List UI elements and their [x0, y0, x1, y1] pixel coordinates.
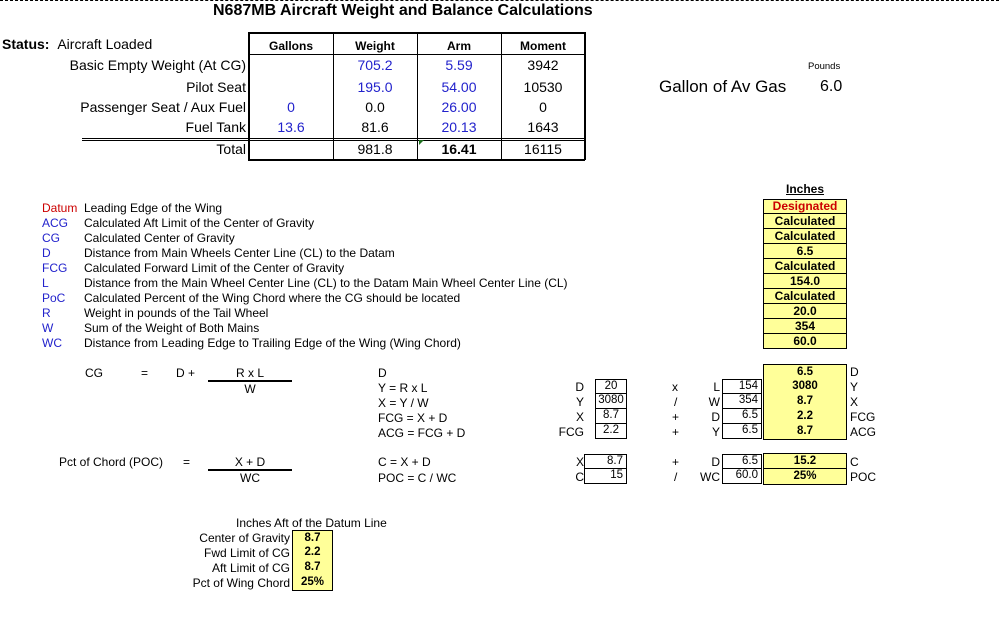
header-weight: Weight: [355, 39, 395, 53]
basic-empty-moment: 3942: [527, 57, 559, 73]
cg-op-0: x: [672, 380, 678, 394]
cg-line-3: FCG = X + D: [378, 411, 448, 425]
poc-var-name-x: X: [575, 455, 584, 469]
cg-result-label-y: Y: [850, 380, 859, 394]
cg-rvar-value-l: 154: [722, 379, 762, 394]
fuel-tank-weight: 81.6: [361, 119, 389, 135]
header-moment: Moment: [520, 39, 566, 53]
pilot-seat-moment: 10530: [523, 79, 563, 95]
status-label: Status:: [2, 36, 50, 52]
gas-weight-value[interactable]: 6.0: [820, 78, 843, 95]
cg-formula-d-plus: D +: [176, 366, 196, 380]
row-label-pilot-seat: Pilot Seat: [186, 79, 246, 95]
row-label-basic-empty: Basic Empty Weight (At CG): [69, 57, 246, 73]
status-row: [2, 36, 152, 52]
cg-rvar-value-y: 6.5: [722, 424, 762, 439]
sheet-top-border: [0, 0, 999, 1]
legend-desc-d: Distance from Main Wheels Center Line (CL) to the Datam: [84, 246, 395, 260]
cg-var-value-d: 20: [595, 379, 627, 394]
cg-result-label-d: D: [850, 365, 859, 379]
table-left-border: [248, 32, 250, 160]
cg-result-label-x: X: [850, 395, 859, 409]
legend-value-poc: Calculated: [763, 289, 847, 304]
poc-rvar-name-d: D: [711, 455, 720, 469]
poc-rvar-name-wc: WC: [700, 470, 720, 484]
cg-line-2: X = Y / W: [378, 396, 429, 410]
legend-value-d[interactable]: 6.5: [763, 244, 847, 259]
cg-result-d: 6.5: [763, 364, 847, 380]
cg-var-name-x: X: [575, 410, 584, 424]
cg-formula-numerator: R x L: [235, 366, 264, 380]
status-value[interactable]: Aircraft Loaded: [57, 36, 153, 52]
fuel-tank-gallons[interactable]: 13.6: [277, 119, 305, 135]
legend-key-fcg: FCG: [42, 261, 68, 275]
legend-value-cg: Calculated: [763, 229, 847, 244]
cg-rvar-name-y: Y: [711, 425, 720, 439]
legend-value-datum: Designated: [763, 199, 847, 214]
cg-line-0: D: [378, 366, 387, 380]
cg-var-name-fcg: FCG: [558, 425, 584, 439]
legend-desc-fcg: Calculated Forward Limit of the Center of Gravity: [84, 261, 345, 275]
header-arm: Arm: [446, 39, 471, 53]
cg-op-2: +: [672, 410, 680, 424]
cg-var-value-x: 8.7: [595, 409, 627, 424]
legend-value-r[interactable]: 20.0: [763, 304, 847, 319]
cg-formula-denominator: W: [244, 382, 256, 396]
summary-value-poc: 25%: [292, 575, 333, 591]
summary-label-cg: Center of Gravity: [199, 531, 290, 545]
cg-var-value-fcg: 2.2: [595, 424, 627, 439]
page-title: N687MB Aircraft Weight and Balance Calculations: [213, 2, 593, 19]
passenger-seat-arm[interactable]: 26.00: [441, 99, 477, 115]
cg-line-4: ACG = FCG + D: [378, 426, 466, 440]
legend-key-d: D: [42, 246, 51, 260]
legend-desc-cg: Calculated Center of Gravity: [84, 231, 235, 245]
total-weight: 981.8: [357, 141, 393, 157]
legend-desc-l: Distance from the Main Wheel Center Line (CL) to the Datam Main Wheel Center Line (CL): [84, 276, 568, 290]
fuel-tank-moment: 1643: [527, 119, 559, 135]
poc-result-label-c: C: [850, 455, 859, 469]
inches-header: Inches: [786, 182, 825, 196]
cg-var-value-y: 3080: [595, 394, 627, 409]
poc-formula-numerator: X + D: [234, 455, 266, 469]
legend-desc-poc: Calculated Percent of the Wing Chord where the CG should be located: [84, 291, 461, 305]
legend-value-wc[interactable]: 60.0: [763, 334, 847, 349]
summary-value-fwd: 2.2: [292, 545, 333, 561]
cg-result-acg: 8.7: [763, 424, 847, 440]
legend-key-w: W: [42, 321, 54, 335]
cg-formula-eq: =: [141, 366, 149, 380]
poc-formula-denominator: WC: [240, 471, 260, 485]
legend-value-l[interactable]: 154.0: [763, 274, 847, 289]
poc-var-value-x: 8.7: [584, 454, 627, 469]
passenger-seat-moment: 0: [539, 99, 547, 115]
summary-value-aft: 8.7: [292, 560, 333, 576]
cg-result-fcg: 2.2: [763, 409, 847, 425]
poc-op-1: /: [674, 470, 678, 484]
legend-value-w[interactable]: 354: [763, 319, 847, 334]
basic-empty-arm[interactable]: 5.59: [445, 57, 473, 73]
summary-value-cg: 8.7: [292, 530, 333, 546]
cg-rvar-name-w: W: [708, 395, 720, 409]
poc-rvar-value-wc: 60.0: [722, 469, 762, 484]
legend-key-wc: WC: [42, 336, 62, 350]
cg-line-1: Y = R x L: [378, 381, 428, 395]
legend-key-r: R: [42, 306, 51, 320]
poc-line-1: POC = C / WC: [378, 471, 457, 485]
legend-desc-r: Weight in pounds of the Tail Wheel: [84, 306, 269, 320]
summary-title: Inches Aft of the Datum Line: [236, 516, 387, 530]
legend-value-acg: Calculated: [763, 214, 847, 229]
cg-result-y: 3080: [763, 379, 847, 395]
poc-result-c: 15.2: [763, 453, 847, 469]
legend-desc-acg: Calculated Aft Limit of the Center of Gravity: [84, 216, 315, 230]
poc-result-poc: 25%: [763, 469, 847, 485]
summary-label-poc: Pct of Wing Chord: [192, 576, 290, 590]
header-gallons: Gallons: [268, 39, 313, 53]
pilot-seat-weight[interactable]: 195.0: [357, 79, 393, 95]
cg-result-x: 8.7: [763, 394, 847, 410]
cg-op-1: /: [674, 395, 678, 409]
poc-op-0: +: [672, 455, 680, 469]
poc-formula-eq: =: [183, 455, 191, 469]
cg-op-3: +: [672, 425, 680, 439]
fuel-tank-arm[interactable]: 20.13: [441, 119, 477, 135]
total-arm: 16.41: [441, 141, 477, 157]
cg-var-name-y: Y: [575, 395, 584, 409]
summary-label-aft: Aft Limit of CG: [211, 561, 290, 575]
cg-result-label-acg: ACG: [850, 425, 877, 439]
legend-desc-wc: Distance from Leading Edge to Trailing Edge of the Wing (Wing Chord): [84, 336, 461, 350]
poc-var-name-c: C: [575, 470, 584, 484]
pilot-seat-arm[interactable]: 54.00: [441, 79, 477, 95]
poc-result-label-poc: POC: [850, 470, 877, 484]
cg-result-label-fcg: FCG: [850, 410, 876, 424]
cg-rvar-name-d: D: [711, 410, 720, 424]
poc-var-value-c: 15: [584, 469, 627, 484]
legend-key-l: L: [42, 276, 49, 290]
legend-key-poc: PoC: [42, 291, 66, 305]
cell-comment-marker: [419, 140, 424, 145]
cg-formula-lhs: CG: [85, 366, 103, 380]
row-label-fuel-tank: Fuel Tank: [185, 119, 246, 135]
legend-key-cg: CG: [42, 231, 60, 245]
legend-key-datum: Datum: [42, 201, 78, 215]
legend-value-fcg: Calculated: [763, 259, 847, 274]
cg-rvar-value-d: 6.5: [722, 409, 762, 424]
pounds-label: Pounds: [808, 61, 841, 72]
legend-key-acg: ACG: [42, 216, 69, 230]
row-label-passenger-seat: Passenger Seat / Aux Fuel: [80, 99, 246, 115]
legend-desc-w: Sum of the Weight of Both Mains: [84, 321, 260, 335]
poc-formula-lhs: Pct of Chord (POC): [59, 455, 164, 469]
cg-var-name-d: D: [575, 380, 584, 394]
basic-empty-weight[interactable]: 705.2: [357, 57, 393, 73]
legend-desc-datum: Leading Edge of the Wing: [84, 201, 223, 215]
summary-label-fwd: Fwd Limit of CG: [203, 546, 290, 560]
cg-rvar-value-w: 354: [722, 394, 762, 409]
poc-line-0: C = X + D: [378, 455, 431, 469]
poc-rvar-value-d: 6.5: [722, 454, 762, 469]
total-moment: 16115: [524, 141, 562, 157]
row-label-total: Total: [216, 141, 246, 157]
passenger-seat-gallons[interactable]: 0: [287, 99, 295, 115]
cg-rvar-name-l: L: [713, 380, 720, 394]
gas-label: Gallon of Av Gas: [659, 77, 787, 96]
passenger-seat-weight: 0.0: [365, 99, 385, 115]
